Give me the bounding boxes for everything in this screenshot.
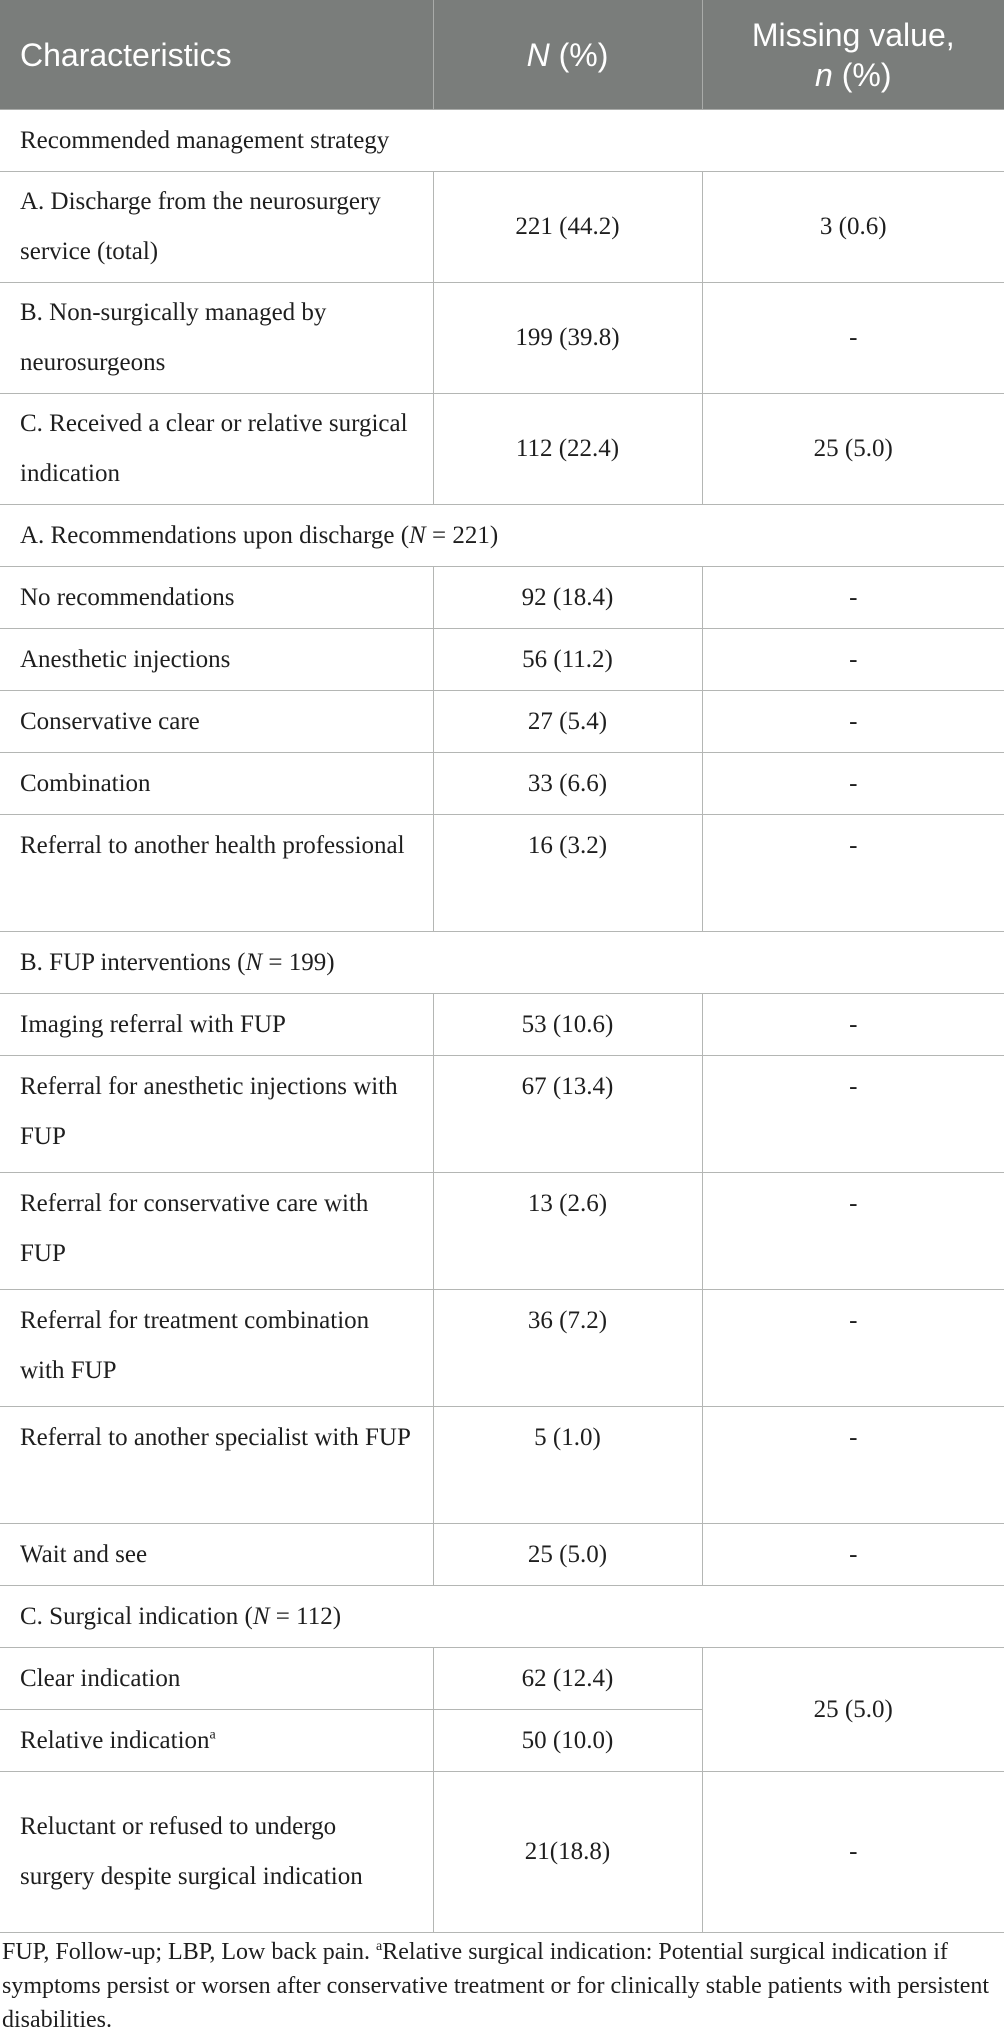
row-missing-value: -: [702, 994, 1004, 1056]
table-row: [0, 994, 1004, 1056]
footnote-abbreviations: FUP, Follow-up; LBP, Low back pain.: [2, 1939, 377, 1965]
table-footnote: [0, 1933, 1004, 2037]
table-row: [0, 1056, 1004, 1173]
row-n-value: 50 (10.0): [433, 1710, 702, 1772]
row-n-value: 53 (10.6): [433, 994, 702, 1056]
row-missing-value: -: [702, 283, 1004, 394]
header-n-percent: N (%): [433, 0, 702, 110]
row-label: B. Non-surgically managed by neurosurgeons: [0, 283, 433, 394]
section-row-strategy: [0, 110, 1004, 172]
table-row: [0, 815, 1004, 932]
row-n-value: 67 (13.4): [433, 1056, 702, 1173]
table-row: [0, 1407, 1004, 1524]
row-label: C. Received a clear or relative surgical indication: [0, 394, 433, 505]
row-label: Referral for conservative care with FUP: [0, 1173, 433, 1290]
row-label: Reluctant or refused to undergo surgery despite surgical indication: [0, 1772, 433, 1933]
row-n-value: 112 (22.4): [433, 394, 702, 505]
table-row: [0, 1290, 1004, 1407]
row-label: Clear indication: [0, 1648, 433, 1710]
section-title-fup: B. FUP interventions (N = 199): [0, 932, 1004, 994]
section-title-discharge: A. Recommendations upon discharge (N = 221): [0, 505, 1004, 567]
row-missing-value: 25 (5.0): [702, 394, 1004, 505]
header-missing-n-symbol: n: [815, 56, 833, 93]
table-header-row: [0, 0, 1004, 110]
table-row: [0, 691, 1004, 753]
row-label: A. Discharge from the neurosurgery service (total): [0, 172, 433, 283]
row-missing-value: -: [702, 1772, 1004, 1933]
row-label: Combination: [0, 753, 433, 815]
section-row-fup: [0, 932, 1004, 994]
row-label: Relative indication$^a$: [0, 1710, 433, 1772]
table-row: [0, 283, 1004, 394]
table-row: [0, 394, 1004, 505]
row-label: Referral for anesthetic injections with FUP: [0, 1056, 433, 1173]
footnote-text: Relative surgical indication: Potential surgical indication if symptoms persist or worsen after conservative treatment or for clinically stable patients with persistent disabilities.: [2, 1939, 990, 2033]
header-n-symbol: N: [526, 36, 550, 73]
row-n-value: 36 (7.2): [433, 1290, 702, 1407]
row-n-value: 221 (44.2): [433, 172, 702, 283]
table-row: [0, 1648, 1004, 1710]
table-row: [0, 629, 1004, 691]
row-label: Wait and see: [0, 1524, 433, 1586]
row-n-value: 5 (1.0): [433, 1407, 702, 1524]
row-n-value: 92 (18.4): [433, 567, 702, 629]
row-missing-value: -: [702, 567, 1004, 629]
row-missing-value: -: [702, 629, 1004, 691]
row-missing-value: -: [702, 691, 1004, 753]
table-row: [0, 172, 1004, 283]
row-n-value: 25 (5.0): [433, 1524, 702, 1586]
row-missing-value: -: [702, 1290, 1004, 1407]
row-label: Conservative care: [0, 691, 433, 753]
header-missing-line1: Missing value,: [751, 16, 955, 53]
row-n-value: 56 (11.2): [433, 629, 702, 691]
row-n-value: 199 (39.8): [433, 283, 702, 394]
table-row: [0, 753, 1004, 815]
row-missing-value: 25 (5.0): [702, 1648, 1004, 1772]
row-n-value: 33 (6.6): [433, 753, 702, 815]
row-label: Anesthetic injections: [0, 629, 433, 691]
table-row: [0, 1524, 1004, 1586]
footnote-marker: a: [209, 1727, 216, 1743]
row-label: Imaging referral with FUP: [0, 994, 433, 1056]
table-row: [0, 567, 1004, 629]
section-title-surgical: C. Surgical indication (N = 112): [0, 1586, 1004, 1648]
section-title-strategy: Recommended management strategy: [0, 110, 1004, 172]
header-missing-value: Missing value, n (%): [702, 0, 1004, 110]
row-n-value: 13 (2.6): [433, 1173, 702, 1290]
row-missing-value: -: [702, 1173, 1004, 1290]
section-row-surgical: [0, 1586, 1004, 1648]
footnote-marker: a: [376, 1939, 383, 1954]
row-missing-value: 3 (0.6): [702, 172, 1004, 283]
row-missing-value: -: [702, 1056, 1004, 1173]
table-row: [0, 1173, 1004, 1290]
table-row: [0, 1772, 1004, 1933]
row-missing-value: -: [702, 1407, 1004, 1524]
row-n-value: 27 (5.4): [433, 691, 702, 753]
row-n-value: 21(18.8): [433, 1772, 702, 1933]
header-characteristics: Characteristics: [0, 0, 433, 110]
row-label: Referral for treatment combination with FUP: [0, 1290, 433, 1407]
row-label: No recommendations: [0, 567, 433, 629]
row-missing-value: -: [702, 815, 1004, 932]
row-missing-value: -: [702, 753, 1004, 815]
section-row-discharge: [0, 505, 1004, 567]
row-label: Referral to another specialist with FUP: [0, 1407, 433, 1524]
row-n-value: 62 (12.4): [433, 1648, 702, 1710]
row-n-value: 16 (3.2): [433, 815, 702, 932]
row-missing-value: -: [702, 1524, 1004, 1586]
row-label: Referral to another health professional: [0, 815, 433, 932]
